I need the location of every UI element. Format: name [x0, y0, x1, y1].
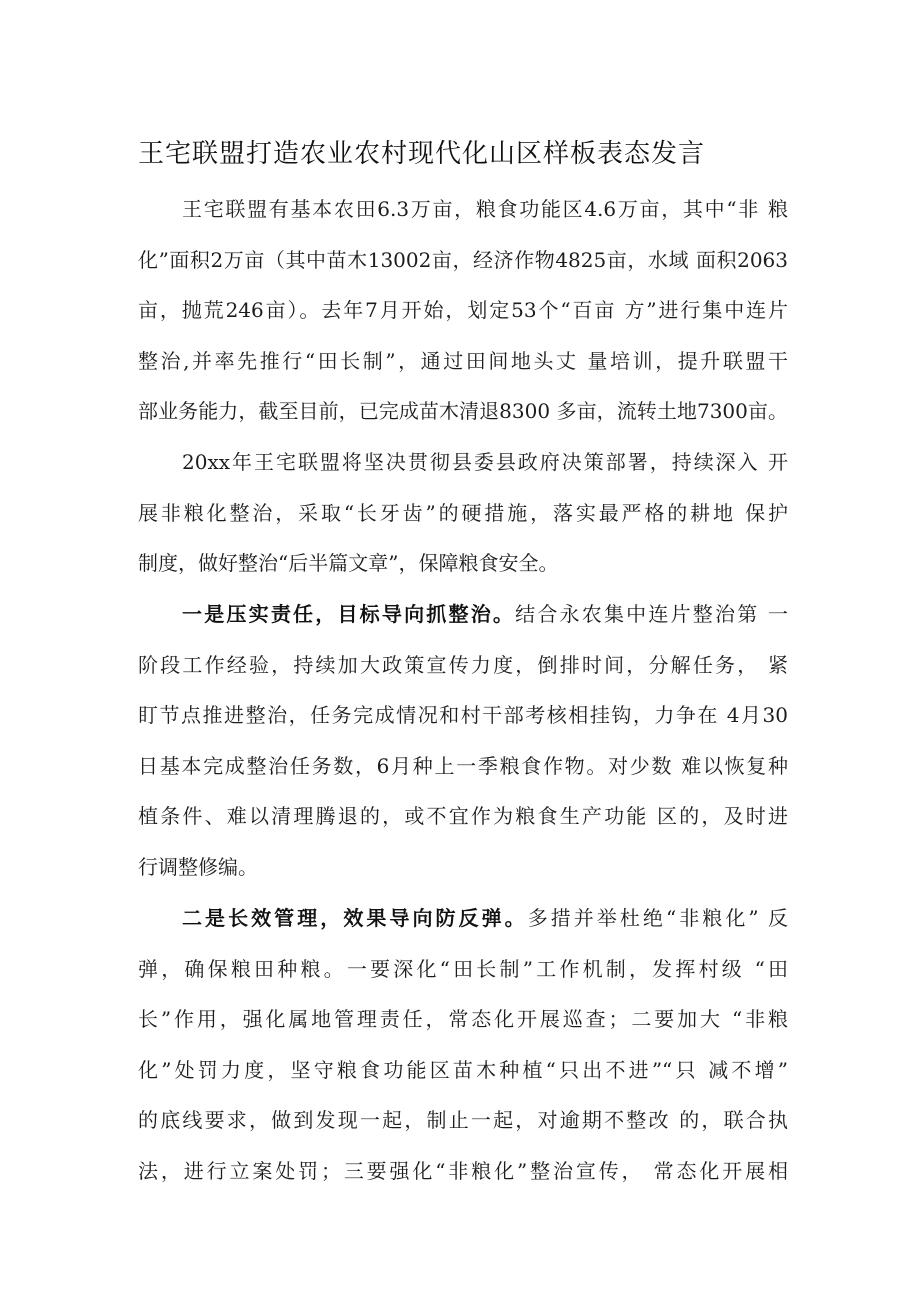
text-line: 阶段工作经验，持续加大政策宣传力度，倒排时间，分解任务， 紧	[138, 652, 788, 677]
text-line: 整治,并率先推行“田长制”，通过田间地头丈 量培训，提升联盟干	[138, 348, 788, 373]
paragraph-lead: 二是长效管理，效果导向防反弹。	[182, 906, 528, 930]
document-title: 王宅联盟打造农业农村现代化山区样板表态发言	[138, 139, 706, 169]
text-line: 化”处罚力度，坚守粮食功能区苗木种植“只出不进”“只 减不增”	[138, 1057, 788, 1082]
text-line: 弹，确保粮田种粮。一要深化“田长制”工作机制，发挥村级 “田	[138, 956, 788, 981]
text-line: 王宅联盟有基本农田6.3万亩，粮食功能区4.6万亩，其中“非 粮	[182, 197, 788, 221]
text-line: 20xx年王宅联盟将坚决贯彻县委县政府决策部署，持续深入 开	[182, 450, 788, 474]
text-line: 部业务能力，截至目前，已完成苗木清退8300 多亩，流转土地7300亩。	[138, 399, 788, 423]
text-line-rest: 多措并举杜绝“非粮化” 反	[527, 906, 788, 930]
text-line: 展非粮化整治，采取“长牙齿”的硬措施，落实最严格的耕地 保护	[138, 500, 788, 525]
text-line: 行调整修编。	[138, 854, 258, 879]
text-line: 长”作用，强化属地管理责任，常态化开展巡查；二要加大 “非粮	[138, 1007, 788, 1031]
paragraph-lead: 一是压实责任，目标导向抓整治。	[182, 602, 516, 626]
text-line: 制度，做好整治“后半篇文章”，保障粮食安全。	[138, 551, 559, 575]
paragraph-point-two	[138, 893, 788, 1196]
text-line: 日基本完成整治任务数，6月种上一季粮食作物。对少数 难以恢复种	[138, 753, 788, 778]
text-line: 化”面积2万亩（其中苗木13002亩，经济作物4825亩，水域 面积2063	[138, 247, 788, 272]
text-line: 的底线要求，做到发现一起，制止一起，对逾期不整改 的，联合执	[138, 1108, 788, 1132]
text-line: 盯节点推进整治，任务完成情况和村干部考核相挂钩，力争在 4月30	[138, 703, 788, 727]
text-line	[138, 589, 788, 640]
paragraph-point-one	[138, 589, 788, 892]
paragraph-plan	[138, 437, 788, 589]
text-line	[138, 893, 788, 944]
text-line: 植条件、难以清理腾退的，或不宜作为粮食生产功能 区的，及时进	[138, 804, 788, 828]
paragraph-overview	[138, 184, 788, 437]
text-line: 亩，抛荒246亩）。去年7月开始，划定53个“百亩 方”进行集中连片	[138, 298, 788, 322]
text-line-rest: 结合永农集中连片整治第 一	[515, 602, 788, 626]
text-line: 法，进行立案处罚；三要强化“非粮化”整治宣传， 常态化开展相	[138, 1158, 788, 1183]
